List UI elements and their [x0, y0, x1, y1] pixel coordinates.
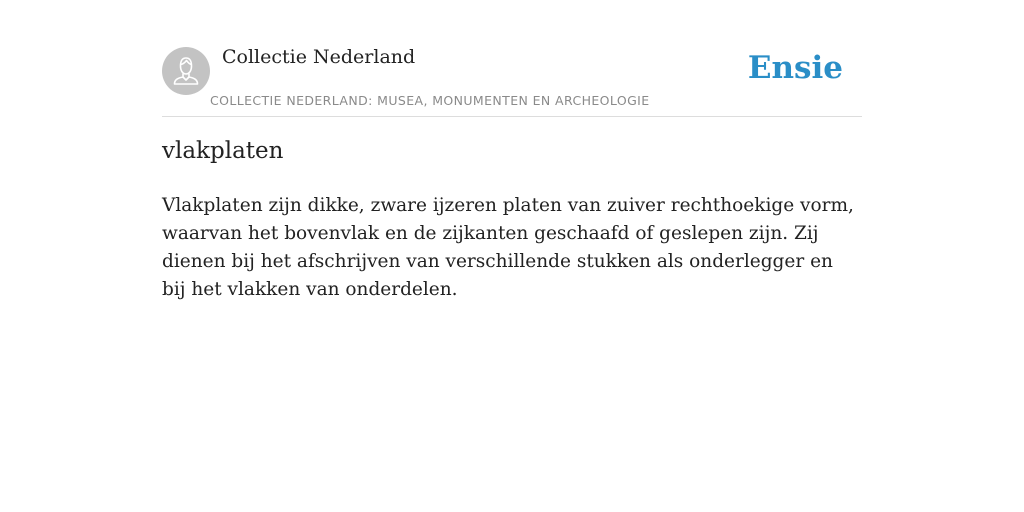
entry-header: [162, 40, 862, 117]
author-subtitle: COLLECTIE NEDERLAND: MUSEA, MONUMENTEN EN ARCHEOLOGIE: [210, 93, 650, 108]
avatar[interactable]: [162, 47, 210, 95]
entry-definition: Vlakplaten zijn dikke, zware ijzeren platen van zuiver rechthoekige vorm, waarvan het bovenvlak en de zijkanten geschaafd of geslepen zijn. Zij dienen bij het afschrijven van verschillende stukken als onderlegger en bij het vlakken van onderdelen.: [162, 195, 854, 300]
author-name[interactable]: Collectie Nederland: [222, 46, 416, 68]
user-icon: [162, 47, 210, 95]
ensie-logo[interactable]: Ensie: [747, 50, 843, 86]
entry-term: vlakplaten: [162, 138, 284, 164]
